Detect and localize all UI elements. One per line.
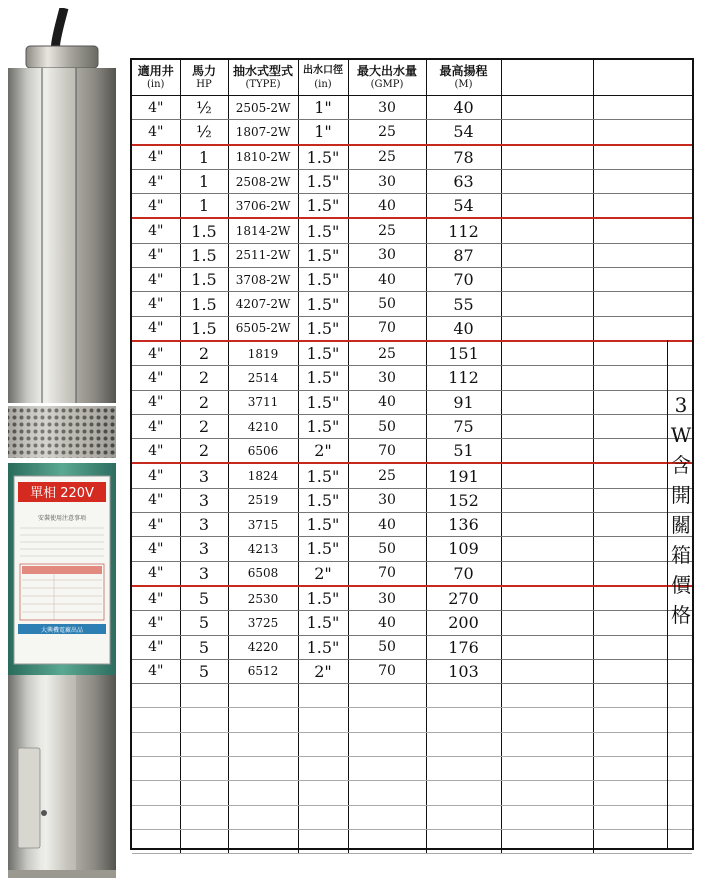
cell-head: 40 (426, 96, 501, 120)
cell-well: 4" (132, 120, 180, 145)
table-row (132, 194, 692, 219)
empty-row (132, 781, 692, 805)
cell-blank (593, 169, 692, 193)
cell-head: 109 (426, 537, 501, 561)
header-head (426, 60, 501, 96)
cell-outlet: 1.5" (298, 586, 348, 611)
cell-hp: 1 (180, 169, 228, 193)
cell-empty (426, 781, 501, 805)
label-small-text: 安裝使用注意事項 (37, 515, 87, 522)
table-row (132, 611, 692, 635)
cell-well: 4" (132, 96, 180, 120)
cell-empty (298, 732, 348, 756)
cell-blank (501, 341, 593, 366)
cell-outlet: 1.5" (298, 366, 348, 390)
header-well-en: (in) (147, 78, 165, 90)
cell-blank (501, 611, 593, 635)
empty-row (132, 732, 692, 756)
cell-flow: 50 (348, 537, 426, 561)
cell-empty (298, 684, 348, 708)
label-maker-text: 大興機電廠出品 (40, 627, 84, 634)
header-outlet-en: (in) (314, 78, 332, 90)
cell-flow: 40 (348, 268, 426, 292)
cell-empty (426, 805, 501, 829)
cell-empty (501, 708, 593, 732)
cell-type: 3708-2W (228, 268, 298, 292)
table-row (132, 414, 692, 438)
cell-flow: 40 (348, 513, 426, 537)
cell-head: 75 (426, 414, 501, 438)
cell-head: 54 (426, 194, 501, 219)
table-row (132, 659, 692, 683)
cell-empty (132, 829, 180, 853)
cell-outlet: 1.5" (298, 463, 348, 488)
cell-flow: 40 (348, 390, 426, 414)
cell-empty (426, 684, 501, 708)
cell-empty (228, 829, 298, 853)
cell-hp: 2 (180, 439, 228, 464)
cell-flow: 30 (348, 366, 426, 390)
table-row (132, 390, 692, 414)
cell-empty (132, 805, 180, 829)
cell-outlet: 2" (298, 561, 348, 586)
cell-hp: 5 (180, 635, 228, 659)
cell-empty (298, 829, 348, 853)
cell-head: 176 (426, 635, 501, 659)
cell-hp: 2 (180, 390, 228, 414)
cell-outlet: 1.5" (298, 194, 348, 219)
header-flow-zh: 最大出水量 (356, 63, 417, 78)
cell-hp: 3 (180, 561, 228, 586)
cell-hp: 1.5 (180, 316, 228, 341)
cell-well: 4" (132, 390, 180, 414)
cell-well: 4" (132, 513, 180, 537)
cell-type: 6505-2W (228, 316, 298, 341)
cell-type: 2530 (228, 586, 298, 611)
cell-type: 1824 (228, 463, 298, 488)
table-row (132, 537, 692, 561)
cell-blank (501, 268, 593, 292)
cell-hp: 2 (180, 341, 228, 366)
cell-blank (501, 316, 593, 341)
table-row (132, 586, 692, 611)
cell-empty (228, 781, 298, 805)
spec-table-frame (130, 58, 694, 850)
cell-flow: 25 (348, 120, 426, 145)
table-row (132, 488, 692, 512)
header-hp (180, 60, 228, 96)
cell-type: 2519 (228, 488, 298, 512)
cell-empty (180, 684, 228, 708)
cell-blank (593, 96, 692, 120)
cell-outlet: 1.5" (298, 611, 348, 635)
cell-type: 2511-2W (228, 243, 298, 267)
cell-empty (298, 781, 348, 805)
cell-flow: 40 (348, 194, 426, 219)
spec-table (132, 60, 692, 854)
cell-blank (501, 218, 593, 243)
cell-flow: 50 (348, 635, 426, 659)
cell-outlet: 1.5" (298, 537, 348, 561)
cell-head: 54 (426, 120, 501, 145)
cell-type: 3706-2W (228, 194, 298, 219)
cell-hp: ½ (180, 120, 228, 145)
cell-head: 40 (426, 316, 501, 341)
cell-flow: 30 (348, 243, 426, 267)
cell-hp: 1.5 (180, 292, 228, 316)
cell-empty (348, 757, 426, 781)
cell-flow: 30 (348, 586, 426, 611)
header-head-en: (M) (454, 78, 473, 90)
cell-hp: ½ (180, 96, 228, 120)
cell-blank (501, 366, 593, 390)
cell-type: 2505-2W (228, 96, 298, 120)
cell-outlet: 1.5" (298, 513, 348, 537)
cell-type: 1819 (228, 341, 298, 366)
cell-well: 4" (132, 194, 180, 219)
cell-hp: 1.5 (180, 268, 228, 292)
cell-outlet: 1.5" (298, 243, 348, 267)
cell-head: 152 (426, 488, 501, 512)
cell-flow: 25 (348, 463, 426, 488)
table-row (132, 218, 692, 243)
side-note (667, 340, 694, 850)
header-blank-1 (501, 60, 593, 96)
cell-empty (228, 684, 298, 708)
cell-well: 4" (132, 488, 180, 512)
cell-well: 4" (132, 537, 180, 561)
table-row (132, 366, 692, 390)
cell-blank (501, 390, 593, 414)
header-outlet (298, 60, 348, 96)
cell-well: 4" (132, 439, 180, 464)
cell-blank (501, 561, 593, 586)
side-note-text: 3W含開關箱價格 (670, 393, 692, 627)
cell-blank (501, 96, 593, 120)
cell-head: 70 (426, 561, 501, 586)
cell-blank (501, 292, 593, 316)
cell-flow: 40 (348, 611, 426, 635)
cell-flow: 50 (348, 414, 426, 438)
cell-empty (180, 829, 228, 853)
cell-empty (228, 805, 298, 829)
cell-empty (426, 732, 501, 756)
empty-row (132, 684, 692, 708)
cell-head: 112 (426, 366, 501, 390)
header-hp-en: HP (196, 78, 212, 90)
cell-flow: 70 (348, 659, 426, 683)
cell-outlet: 1.5" (298, 390, 348, 414)
cell-type: 3725 (228, 611, 298, 635)
cell-outlet: 1.5" (298, 292, 348, 316)
cell-empty (132, 732, 180, 756)
header-type-en: (TYPE) (245, 78, 281, 90)
cell-hp: 3 (180, 488, 228, 512)
cell-well: 4" (132, 292, 180, 316)
cell-head: 103 (426, 659, 501, 683)
cell-hp: 1 (180, 194, 228, 219)
cell-type: 4207-2W (228, 292, 298, 316)
table-row (132, 463, 692, 488)
cell-empty (228, 732, 298, 756)
cell-well: 4" (132, 414, 180, 438)
cell-head: 70 (426, 268, 501, 292)
cell-empty (501, 781, 593, 805)
cell-blank (593, 120, 692, 145)
header-row (132, 60, 692, 96)
cell-outlet: 1" (298, 96, 348, 120)
cell-head: 136 (426, 513, 501, 537)
cell-empty (348, 684, 426, 708)
header-type (228, 60, 298, 96)
header-blank-2 (593, 60, 692, 96)
cell-empty (228, 757, 298, 781)
cell-blank (593, 316, 692, 341)
cell-empty (348, 708, 426, 732)
cell-type: 6508 (228, 561, 298, 586)
cell-empty (501, 805, 593, 829)
header-outlet-zh: 出水口徑 (303, 64, 343, 76)
cell-outlet: 1.5" (298, 145, 348, 170)
cell-empty (426, 829, 501, 853)
cell-blank (501, 243, 593, 267)
cell-outlet: 1.5" (298, 635, 348, 659)
submersible-pump-image (4, 8, 122, 880)
cell-type: 6506 (228, 439, 298, 464)
cell-type: 1810-2W (228, 145, 298, 170)
top-cap (26, 46, 98, 68)
cell-empty (426, 757, 501, 781)
header-well (132, 60, 180, 96)
cell-blank (501, 463, 593, 488)
cell-hp: 3 (180, 537, 228, 561)
cell-outlet: 1.5" (298, 414, 348, 438)
cell-blank (501, 635, 593, 659)
cell-type: 4210 (228, 414, 298, 438)
cell-flow: 25 (348, 341, 426, 366)
cell-blank (593, 218, 692, 243)
cell-well: 4" (132, 145, 180, 170)
cell-blank (501, 194, 593, 219)
cell-flow: 70 (348, 561, 426, 586)
cell-head: 51 (426, 439, 501, 464)
cell-outlet: 2" (298, 439, 348, 464)
table-row (132, 292, 692, 316)
cell-empty (132, 708, 180, 732)
cell-outlet: 2" (298, 659, 348, 683)
cell-blank (501, 439, 593, 464)
cell-head: 112 (426, 218, 501, 243)
cell-outlet: 1.5" (298, 169, 348, 193)
cell-outlet: 1.5" (298, 488, 348, 512)
cell-head: 200 (426, 611, 501, 635)
cell-head: 87 (426, 243, 501, 267)
cell-head: 191 (426, 463, 501, 488)
cell-type: 3715 (228, 513, 298, 537)
cell-empty (180, 708, 228, 732)
cell-outlet: 1.5" (298, 316, 348, 341)
cell-type: 1814-2W (228, 218, 298, 243)
table-row (132, 169, 692, 193)
cell-head: 270 (426, 586, 501, 611)
cell-type: 1807-2W (228, 120, 298, 145)
cell-well: 4" (132, 561, 180, 586)
cell-hp: 2 (180, 366, 228, 390)
cell-head: 91 (426, 390, 501, 414)
cell-well: 4" (132, 268, 180, 292)
cell-empty (132, 684, 180, 708)
cell-hp: 1.5 (180, 218, 228, 243)
cell-hp: 5 (180, 586, 228, 611)
cell-hp: 3 (180, 463, 228, 488)
cell-flow: 30 (348, 169, 426, 193)
cell-head: 55 (426, 292, 501, 316)
cell-empty (180, 732, 228, 756)
cell-blank (593, 243, 692, 267)
empty-row (132, 829, 692, 853)
cell-head: 151 (426, 341, 501, 366)
header-hp-zh: 馬力 (191, 63, 216, 78)
empty-row (132, 805, 692, 829)
cell-blank (501, 145, 593, 170)
cell-empty (298, 805, 348, 829)
header-well-zh: 適用井 (137, 63, 174, 78)
cell-empty (348, 732, 426, 756)
header-type-zh: 抽水式型式 (232, 63, 293, 78)
cell-well: 4" (132, 169, 180, 193)
cell-empty (501, 732, 593, 756)
table-row (132, 341, 692, 366)
cell-outlet: 1.5" (298, 341, 348, 366)
cell-empty (298, 708, 348, 732)
cell-empty (180, 781, 228, 805)
cell-blank (593, 292, 692, 316)
cell-empty (426, 708, 501, 732)
cell-blank (501, 169, 593, 193)
cell-hp: 1.5 (180, 243, 228, 267)
cell-well: 4" (132, 243, 180, 267)
cell-blank (501, 488, 593, 512)
cell-well: 4" (132, 586, 180, 611)
table-row (132, 120, 692, 145)
cell-blank (501, 537, 593, 561)
cell-empty (180, 805, 228, 829)
cell-blank (593, 145, 692, 170)
cell-outlet: 1.5" (298, 218, 348, 243)
table-row (132, 243, 692, 267)
cell-head: 78 (426, 145, 501, 170)
cell-blank (501, 586, 593, 611)
cell-flow: 70 (348, 439, 426, 464)
cell-empty (501, 684, 593, 708)
cell-well: 4" (132, 463, 180, 488)
cell-well: 4" (132, 218, 180, 243)
cell-well: 4" (132, 635, 180, 659)
cell-empty (348, 829, 426, 853)
table-row (132, 316, 692, 341)
empty-row (132, 757, 692, 781)
cell-well: 4" (132, 316, 180, 341)
cell-blank (593, 194, 692, 219)
cell-type: 4220 (228, 635, 298, 659)
cell-empty (348, 805, 426, 829)
cell-empty (228, 708, 298, 732)
empty-row (132, 708, 692, 732)
table-row (132, 268, 692, 292)
cell-empty (501, 757, 593, 781)
cell-blank (501, 120, 593, 145)
cell-flow: 25 (348, 145, 426, 170)
table-row (132, 635, 692, 659)
cell-flow: 25 (348, 218, 426, 243)
spec-table-body (132, 96, 692, 854)
cell-empty (298, 757, 348, 781)
cell-type: 4213 (228, 537, 298, 561)
cell-flow: 30 (348, 488, 426, 512)
cell-outlet: 1" (298, 120, 348, 145)
table-row (132, 513, 692, 537)
cell-flow: 30 (348, 96, 426, 120)
cell-hp: 3 (180, 513, 228, 537)
table-row (132, 96, 692, 120)
cell-flow: 50 (348, 292, 426, 316)
cell-hp: 1 (180, 145, 228, 170)
table-row (132, 439, 692, 464)
cell-well: 4" (132, 611, 180, 635)
cell-blank (501, 659, 593, 683)
cell-well: 4" (132, 659, 180, 683)
cell-well: 4" (132, 341, 180, 366)
cell-blank (593, 268, 692, 292)
cell-hp: 2 (180, 414, 228, 438)
cell-blank (501, 513, 593, 537)
table-row (132, 145, 692, 170)
cell-empty (132, 781, 180, 805)
header-flow-en: (GMP) (370, 78, 404, 90)
cell-blank (501, 414, 593, 438)
cell-hp: 5 (180, 659, 228, 683)
cell-type: 6512 (228, 659, 298, 683)
header-head-zh: 最高揚程 (439, 63, 488, 78)
cell-type: 2508-2W (228, 169, 298, 193)
cell-outlet: 1.5" (298, 268, 348, 292)
cell-empty (348, 781, 426, 805)
cell-type: 3711 (228, 390, 298, 414)
cell-hp: 5 (180, 611, 228, 635)
header-flow (348, 60, 426, 96)
cell-head: 63 (426, 169, 501, 193)
cell-empty (501, 829, 593, 853)
cell-empty (132, 757, 180, 781)
cell-flow: 70 (348, 316, 426, 341)
cell-empty (180, 757, 228, 781)
cell-type: 2514 (228, 366, 298, 390)
cell-well: 4" (132, 366, 180, 390)
label-phase-text: 單相 220V (30, 486, 94, 501)
table-row (132, 561, 692, 586)
